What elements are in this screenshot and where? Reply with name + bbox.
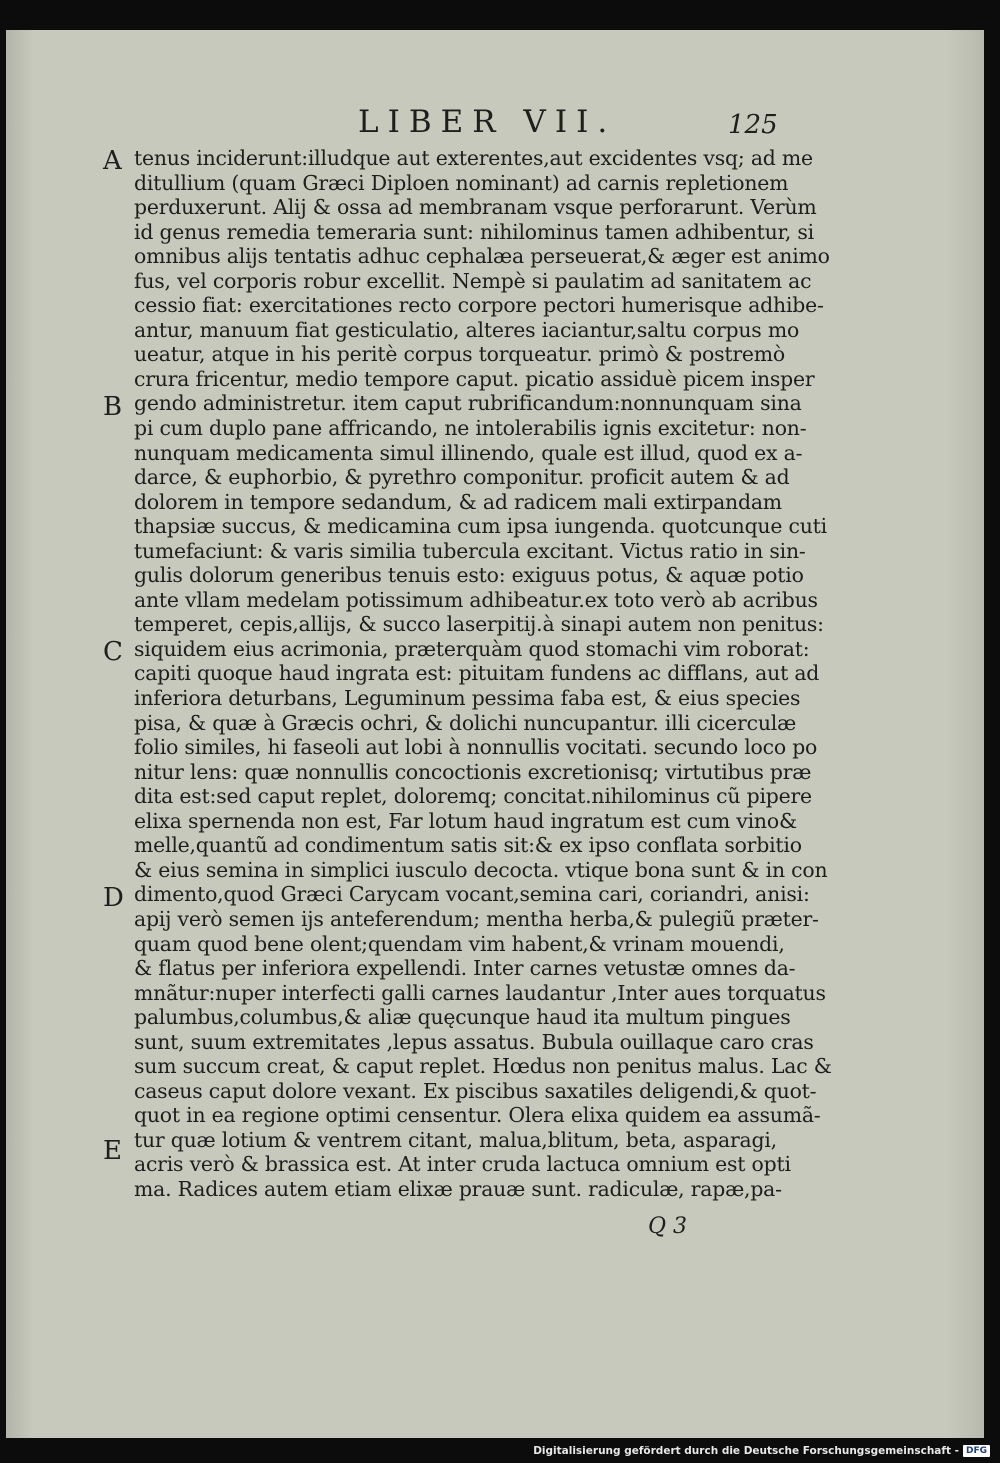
text-line: tur quæ lotium & ventrem citant, malua,blitum, beta, asparagi, xyxy=(134,1127,777,1152)
text-line: inferiora deturbans, Leguminum pessima faba est, & eius species xyxy=(134,686,801,711)
text-line: dimento,quod Græci Carycam vocant,semina cari, coriandri, anisi: xyxy=(134,882,810,907)
running-head: LIBER VII. xyxy=(358,104,617,140)
text-line: quot in ea regione optimi censentur. Olera elixa quidem ea assumã- xyxy=(134,1103,821,1128)
margin-letter-b: B xyxy=(103,392,123,422)
body-text xyxy=(134,146,832,1202)
text-line: gulis dolorum generibus tenuis esto: exiguus potus, & aquæ potio xyxy=(134,563,804,588)
text-line: palumbus,columbus,& aliæ quęcunque haud ita multum pingues xyxy=(134,1005,791,1030)
text-line: capiti quoque haud ingrata est: pituitam fundens ac difflans, aut ad xyxy=(134,661,820,686)
footer xyxy=(533,1443,990,1459)
text-line: ante vllam medelam potissimum adhibeatur.ex toto verò ab acribus xyxy=(134,587,818,612)
text-line: quam quod bene olent;quendam vim habent,& vrinam mouendi, xyxy=(134,931,785,956)
text-line: elixa spernenda non est, Far lotum haud ingratum est cum vino& xyxy=(134,808,797,833)
text-line: perduxerunt. Alij & ossa ad membranam vsque perforarunt. Verùm xyxy=(134,195,817,220)
text-line: acris verò & brassica est. At inter cruda lactuca omnium est opti xyxy=(134,1152,791,1177)
text-line: & eius semina in simplici iusculo decocta. vtique bona sunt & in con xyxy=(134,857,828,882)
text-line: gendo administretur. item caput rubrificandum:nonnunquam sina xyxy=(134,391,802,416)
text-line: nitur lens: quæ nonnullis concoctionis excretionisq; virtutibus præ xyxy=(134,759,812,784)
text-line: temperet, cepis,allijs, & succo laserpitij.à sinapi autem non penitus: xyxy=(134,612,824,637)
text-line: ma. Radices autem etiam elixæ prauæ sunt. radiculæ, rapæ,pa- xyxy=(134,1176,782,1201)
footer-credit: Digitalisierung gefördert durch die Deutsche Forschungsgemeinschaft - xyxy=(533,1445,959,1457)
text-line: sunt, suum extremitates ,lepus assatus. Bubula ouillaque caro cras xyxy=(134,1029,814,1054)
text-line: pisa, & quæ à Græcis ochri, & dolichi nuncupantur. illi cicerculæ xyxy=(134,710,797,735)
text-line: crura fricentur, medio tempore caput. picatio assiduè picem insper xyxy=(134,366,815,391)
text-line: thapsiæ succus, & medicamina cum ipsa iungenda. quotcunque cuti xyxy=(134,514,827,539)
page-number: 125 xyxy=(728,110,778,140)
text-line: pi cum duplo pane affricando, ne intolerabilis ignis excitetur: non- xyxy=(134,416,807,441)
text-line: tumefaciunt: & varis similia tubercula excitant. Victus ratio in sin- xyxy=(134,538,806,563)
margin-letter-e: E xyxy=(103,1136,122,1166)
text-line: & flatus per inferiora expellendi. Inter carnes vetustæ omnes da- xyxy=(134,956,796,981)
text-line: mnãtur:nuper interfecti galli carnes laudantur ,Inter aues torquatus xyxy=(134,980,826,1005)
margin-letter-c: C xyxy=(103,637,123,667)
text-line: caseus caput dolore vexant. Ex piscibus saxatiles deligendi,& quot- xyxy=(134,1078,817,1103)
dfg-logo: DFG xyxy=(963,1445,990,1457)
text-line: dolorem in tempore sedandum, & ad radicem mali extirpandam xyxy=(134,489,782,514)
text-line: apij verò semen ijs anteferendum; mentha herba,& pulegiũ præter- xyxy=(134,906,819,931)
text-line: darce, & euphorbio, & pyrethro componitur. proficit autem & ad xyxy=(134,465,790,490)
text-line: tenus inciderunt:illudque aut exterentes,aut excidentes vsq; ad me xyxy=(134,146,813,170)
margin-letter-d: D xyxy=(103,883,124,913)
text-line: siquidem eius acrimonia, præterquàm quod stomachi vim roborat: xyxy=(134,636,810,661)
text-line: nunquam medicamenta simul illinendo, quale est illud, quod ex a- xyxy=(134,440,803,465)
text-line: ueatur, atque in his peritè corpus torqueatur. primò & postremò xyxy=(134,342,785,367)
text-line: cessio fiat: exercitationes recto corpore pectori humerisque adhibe- xyxy=(134,293,824,318)
signature-mark: Q 3 xyxy=(648,1214,688,1239)
text-line: folio similes, hi faseoli aut lobi à nonnullis vocitati. secundo loco po xyxy=(134,735,818,760)
text-line: omnibus alijs tentatis adhuc cephalæa perseuerat,& æger est animo xyxy=(134,244,830,269)
text-line: fus, vel corporis robur excellit. Nempè si paulatim ad sanitatem ac xyxy=(134,268,812,293)
text-line: id genus remedia temeraria sunt: nihilominus tamen adhibentur, si xyxy=(134,219,815,244)
text-line: ditullium (quam Græci Diploen nominant) ad carnis repletionem xyxy=(134,170,789,195)
text-line: sum succum creat, & caput replet. Hœdus non penitus malus. Lac & xyxy=(134,1054,832,1079)
text-line: dita est:sed caput replet, doloremq; concitat.nihilominus cũ pipere xyxy=(134,784,812,809)
text-line: antur, manuum fiat gesticulatio, alteres iaciantur,saltu corpus mo xyxy=(134,317,800,342)
margin-letter-a: A xyxy=(103,146,122,176)
text-line: melle,quantũ ad condimentum satis sit:& ex ipso conflata sorbitio xyxy=(134,833,802,858)
